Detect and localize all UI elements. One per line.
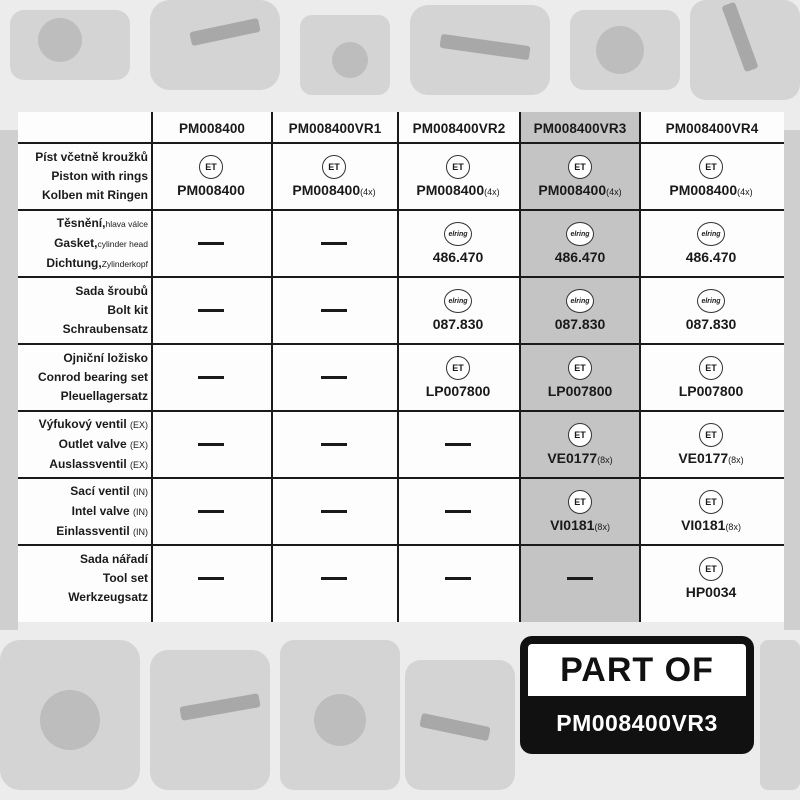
table-cell — [151, 144, 271, 209]
row-label-line — [103, 569, 148, 588]
table-cell — [398, 412, 518, 477]
row-label-line — [56, 522, 148, 542]
row-label-text: Sada šroubů — [75, 284, 148, 298]
column-header: PM008400VR2 — [412, 120, 506, 136]
row-label-line — [61, 387, 148, 406]
row-label-text: Intel valve — [71, 503, 133, 518]
row-label-text: Píst včetně kroužků — [35, 150, 148, 164]
column-header: PM008400VR1 — [288, 120, 382, 136]
part-code: 087.830 — [432, 316, 484, 332]
part-quantity: (8x) — [725, 522, 741, 532]
not-included-dash — [321, 242, 347, 245]
part-code: LP007800 — [547, 383, 613, 399]
part-code: 087.830 — [685, 316, 737, 332]
part-number — [433, 249, 484, 265]
table-cell — [274, 144, 394, 209]
part-code: PM008400 — [669, 182, 738, 198]
table-cell — [274, 479, 394, 544]
table-cell — [398, 345, 518, 410]
row-label — [18, 412, 152, 477]
part-number — [555, 249, 606, 265]
row-label-text: Sací ventil — [70, 483, 133, 498]
row-label-text: Dichtung, — [46, 255, 102, 270]
row-label-note: Zylinderkopf — [101, 258, 148, 269]
row-label-text: Kolben mit Ringen — [42, 188, 148, 202]
not-included-dash — [445, 577, 471, 580]
not-included-dash — [198, 577, 224, 580]
part-number — [669, 182, 752, 198]
elring-logo-icon: elring — [566, 289, 594, 313]
column-header: PM008400VR4 — [665, 120, 759, 136]
row-label — [18, 345, 152, 410]
part-number — [416, 182, 499, 198]
part-code: 486.470 — [554, 249, 606, 265]
row-label-line — [49, 455, 148, 475]
part-code: VE0177 — [547, 450, 598, 466]
not-included-dash — [198, 309, 224, 312]
not-included-dash — [321, 577, 347, 580]
part-code: 486.470 — [432, 249, 484, 265]
part-code: LP007800 — [678, 383, 744, 399]
table-cell — [398, 278, 518, 343]
et-engineteam-logo-icon: ET — [568, 356, 592, 380]
row-label-line — [80, 550, 148, 569]
row-label-text: Einlassventil — [56, 523, 133, 538]
elring-logo-icon: elring — [444, 289, 472, 313]
row-label — [18, 278, 152, 343]
part-number — [679, 383, 744, 399]
part-code: HP0034 — [685, 584, 737, 600]
table-cell — [398, 144, 518, 209]
et-engineteam-logo-icon: ET — [699, 557, 723, 581]
table-cell — [651, 546, 771, 611]
row-label-line — [70, 482, 148, 502]
part-quantity: (4x) — [737, 187, 753, 197]
part-code: 087.830 — [554, 316, 606, 332]
row-label-text: Tool set — [102, 571, 148, 585]
column-header: PM008400 — [178, 120, 246, 136]
row-label-note: cylinder head — [97, 238, 148, 249]
table-cell — [151, 479, 271, 544]
table-cell — [274, 345, 394, 410]
not-included-dash — [567, 577, 593, 580]
et-engineteam-logo-icon: ET — [699, 490, 723, 514]
row-label-text: Piston with rings — [51, 169, 148, 183]
not-included-dash — [198, 242, 224, 245]
not-included-dash — [198, 443, 224, 446]
row-label-note: (EX) — [130, 439, 148, 450]
et-engineteam-logo-icon: ET — [568, 490, 592, 514]
et-engineteam-logo-icon: ET — [199, 155, 223, 179]
row-label-line — [75, 282, 148, 301]
part-number — [686, 584, 737, 600]
row-label-note: (IN) — [133, 526, 148, 537]
part-number — [548, 383, 613, 399]
row-label-line — [63, 320, 148, 339]
row-label — [18, 546, 152, 611]
column-header: PM008400VR3 — [533, 120, 627, 136]
part-number — [678, 450, 743, 466]
badge-title: PART OF — [528, 644, 746, 696]
row-label-line — [42, 186, 148, 205]
table-cell — [274, 412, 394, 477]
elring-logo-icon: elring — [444, 222, 472, 246]
part-number — [550, 517, 610, 533]
table-cell — [151, 412, 271, 477]
part-number — [686, 249, 737, 265]
table-cell — [398, 479, 518, 544]
table-cell — [651, 412, 771, 477]
et-engineteam-logo-icon: ET — [699, 356, 723, 380]
not-included-dash — [321, 309, 347, 312]
row-label-line — [35, 148, 148, 167]
row-label-text: Gasket, — [54, 235, 98, 250]
row-label-text: Schraubensatz — [62, 322, 148, 336]
table-cell — [274, 211, 394, 276]
row-label-note: (IN) — [133, 506, 148, 517]
row-label-text: Výfukový ventil — [38, 416, 130, 431]
row-label-text: Pleuellagersatz — [60, 389, 148, 403]
row-label-line — [68, 588, 148, 607]
part-number — [538, 182, 621, 198]
table-cell — [651, 278, 771, 343]
part-code: VI0181 — [681, 517, 726, 533]
row-label-line — [57, 214, 148, 234]
row-label-line — [54, 234, 148, 254]
table-cell — [274, 546, 394, 611]
part-code: LP007800 — [425, 383, 491, 399]
table-cell — [151, 345, 271, 410]
not-included-dash — [198, 376, 224, 379]
row-label — [18, 211, 152, 276]
part-number — [433, 316, 484, 332]
elring-logo-icon: elring — [566, 222, 594, 246]
part-code: VI0181 — [550, 517, 595, 533]
et-engineteam-logo-icon: ET — [568, 155, 592, 179]
part-number — [426, 383, 491, 399]
row-label-line — [59, 435, 148, 455]
table-cell — [151, 211, 271, 276]
part-code: PM008400 — [292, 182, 361, 198]
part-number — [681, 517, 741, 533]
row-label — [18, 479, 152, 544]
row-label-line — [39, 415, 148, 435]
part-number — [177, 182, 245, 198]
et-engineteam-logo-icon: ET — [446, 356, 470, 380]
et-engineteam-logo-icon: ET — [699, 423, 723, 447]
part-code: PM008400 — [538, 182, 607, 198]
badge-part-number: PM008400VR3 — [556, 709, 718, 736]
part-code: 486.470 — [685, 249, 737, 265]
table-cell — [520, 546, 640, 611]
row-label-note: hlava válce — [105, 218, 148, 229]
part-code: PM008400 — [416, 182, 485, 198]
row-label-text: Těsnění, — [56, 215, 106, 230]
not-included-dash — [321, 510, 347, 513]
not-included-dash — [198, 510, 224, 513]
table-cell — [651, 144, 771, 209]
table-cell — [520, 278, 640, 343]
row-label-text: Bolt kit — [107, 303, 148, 317]
part-number — [547, 450, 612, 466]
part-code: VE0177 — [678, 450, 729, 466]
table-cell — [520, 211, 640, 276]
et-engineteam-logo-icon: ET — [568, 423, 592, 447]
part-quantity: (4x) — [606, 187, 622, 197]
part-quantity: (8x) — [597, 455, 613, 465]
table-cell — [398, 211, 518, 276]
table-cell — [398, 546, 518, 611]
part-number — [555, 316, 606, 332]
row-label — [18, 144, 152, 209]
row-label-line — [72, 502, 148, 522]
part-number — [686, 316, 737, 332]
part-quantity: (8x) — [594, 522, 610, 532]
row-label-text: Outlet valve — [58, 436, 130, 451]
row-label-note: (EX) — [130, 459, 148, 470]
not-included-dash — [321, 443, 347, 446]
table-cell — [651, 345, 771, 410]
part-quantity: (8x) — [728, 455, 744, 465]
part-quantity: (4x) — [360, 187, 376, 197]
table-cell — [520, 479, 640, 544]
row-label-line — [38, 368, 148, 387]
not-included-dash — [321, 376, 347, 379]
part-of-badge — [520, 636, 754, 754]
row-label-text: Werkzeugsatz — [68, 590, 148, 604]
not-included-dash — [445, 443, 471, 446]
table-cell — [651, 211, 771, 276]
row-label-text: Sada nářadí — [79, 552, 148, 566]
row-label-text: Ojniční ložisko — [63, 351, 148, 365]
table-cell — [520, 144, 640, 209]
row-label-note: (EX) — [130, 419, 148, 430]
table-cell — [151, 546, 271, 611]
part-code: PM008400 — [177, 182, 245, 198]
row-label-line — [107, 301, 148, 320]
et-engineteam-logo-icon: ET — [699, 155, 723, 179]
row-label-note: (IN) — [133, 486, 148, 497]
part-number — [292, 182, 375, 198]
table-cell — [274, 278, 394, 343]
row-label-text: Conrod bearing set — [37, 370, 148, 384]
not-included-dash — [445, 510, 471, 513]
row-label-line — [51, 167, 148, 186]
row-label-line — [46, 254, 148, 274]
row-label-line — [63, 349, 148, 368]
row-label-text: Auslassventil — [49, 456, 130, 471]
elring-logo-icon: elring — [697, 289, 725, 313]
table-cell — [520, 412, 640, 477]
elring-logo-icon: elring — [697, 222, 725, 246]
table-cell — [520, 345, 640, 410]
et-engineteam-logo-icon: ET — [446, 155, 470, 179]
et-engineteam-logo-icon: ET — [322, 155, 346, 179]
table-cell — [151, 278, 271, 343]
part-quantity: (4x) — [484, 187, 500, 197]
table-cell — [651, 479, 771, 544]
